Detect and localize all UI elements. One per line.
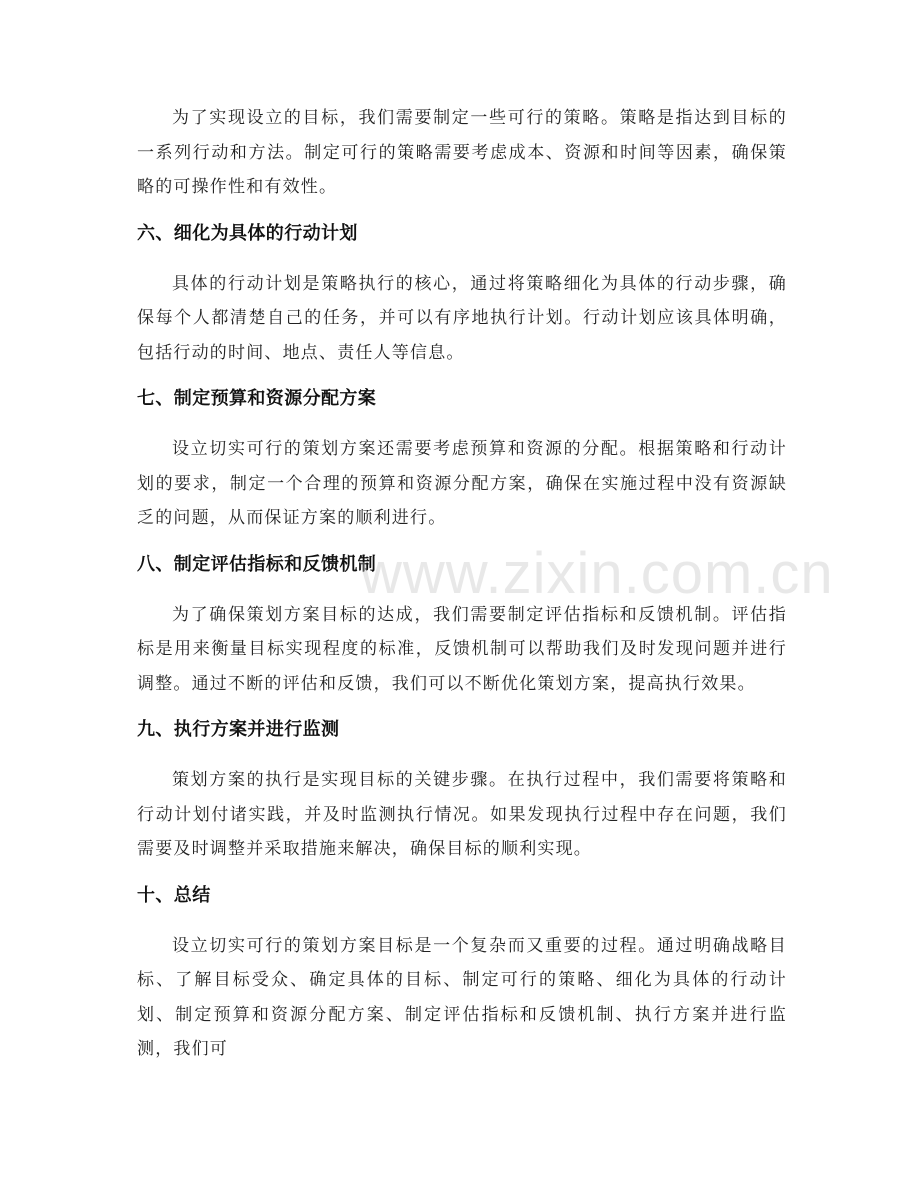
section-body-8: 为了确保策划方案目标的达成，我们需要制定评估指标和反馈机制。评估指标是用来衡量目标实现程度的标准，反馈机制可以帮助我们及时发现问题并进行调整。通过不断的评估和反馈，我们可以不断优化策划方案，提高执行效果。 xyxy=(137,604,787,694)
section-heading-10: 十、总结 xyxy=(137,884,211,906)
section-body-6: 具体的行动计划是策略执行的核心，通过将策略细化为具体的行动步骤，确保每个人都清楚自己的任务，并可以有序地执行计划。行动计划应该具体明确，包括行动的时间、地点、责任人等信息。 xyxy=(137,273,787,363)
section-heading-7: 七、制定预算和资源分配方案 xyxy=(137,388,377,409)
document-body xyxy=(137,101,787,1079)
section-body-7: 设立切实可行的策划方案还需要考虑预算和资源的分配。根据策略和行动计划的要求，制定一个合理的预算和资源分配方案，确保在实施过程中没有资源缺乏的问题，从而保证方案的顺利进行。 xyxy=(137,439,787,528)
section-heading-6: 六、细化为具体的行动计划 xyxy=(137,222,358,244)
section-body-10: 设立切实可行的策划方案目标是一个复杂而又重要的过程。通过明确战略目标、了解目标受众、确定具体的目标、制定可行的策略、细化为具体的行动计划、制定预算和资源分配方案、制定评估指标和反馈机制、执行方案并进行监测，我们可 xyxy=(137,935,787,1059)
section-body-9: 策划方案的执行是实现目标的关键步骤。在执行过程中，我们需要将策略和行动计划付诸实践，并及时监测执行情况。如果发现执行过程中存在问题，我们需要及时调整并采取措施来解决，确保目标的顺利实现。 xyxy=(137,770,787,859)
intro-paragraph: 为了实现设立的目标，我们需要制定一些可行的策略。策略是指达到目标的一系列行动和方法。制定可行的策略需要考虑成本、资源和时间等因素，确保策略的可操作性和有效性。 xyxy=(137,108,787,197)
section-heading-9: 九、执行方案并进行监测 xyxy=(137,719,340,740)
section-heading-8: 八、制定评估指标和反馈机制 xyxy=(137,553,377,575)
watermark-text: www.zixin.com.cn xyxy=(360,541,834,606)
